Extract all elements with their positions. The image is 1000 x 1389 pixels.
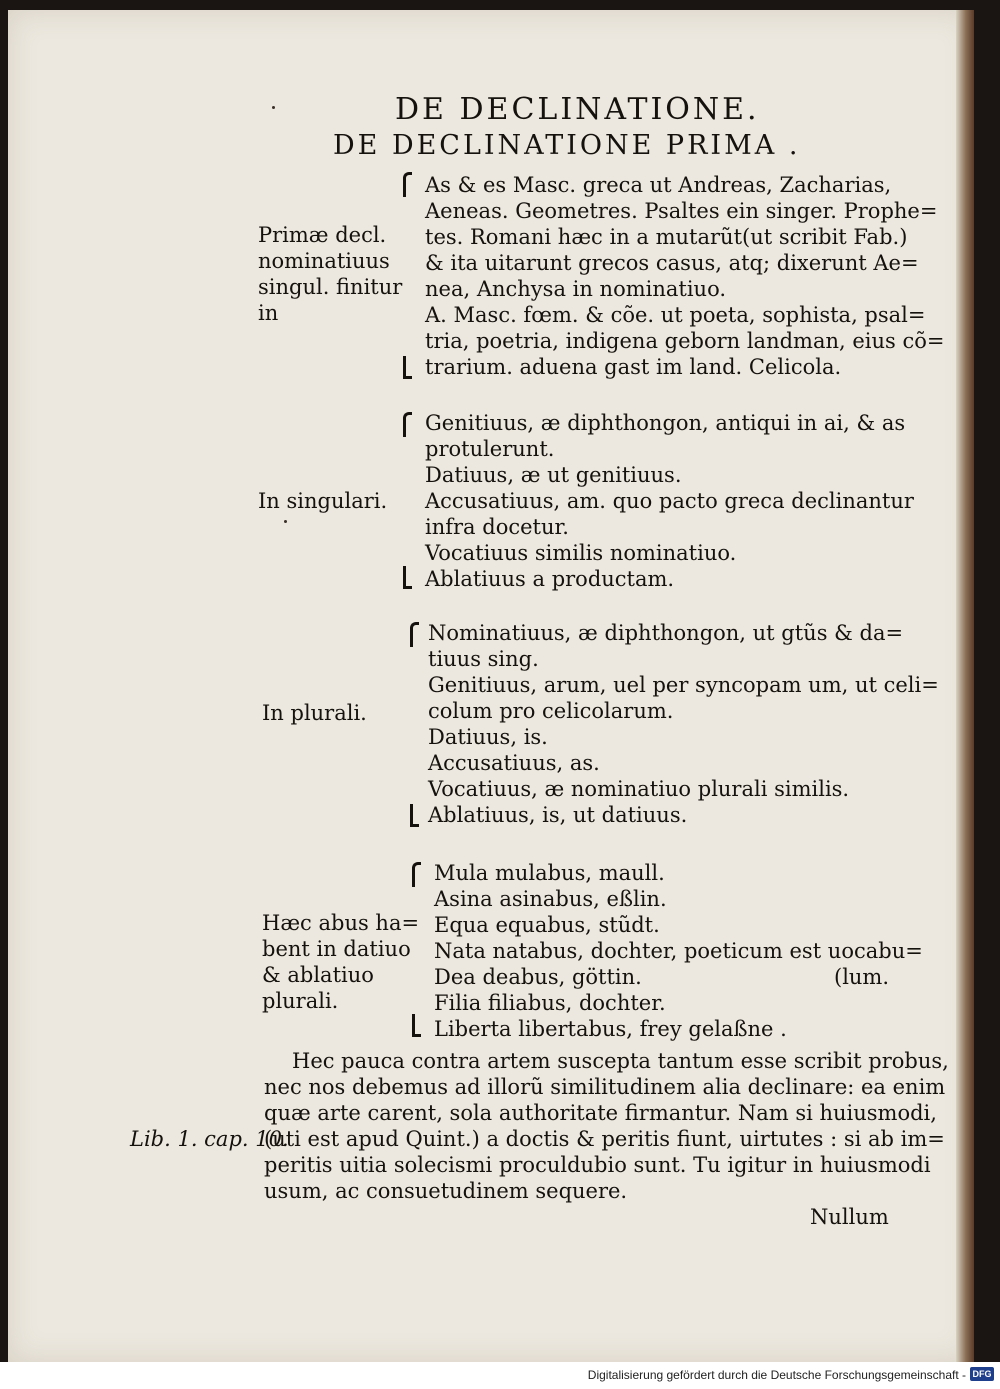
section-title: DE DECLINATIONE PRIMA .: [333, 130, 801, 161]
brace-open: [412, 862, 421, 887]
brace-close: [403, 356, 412, 379]
block2-line: Ablatiuus a productam.: [425, 567, 675, 591]
block2-line: Genitiuus, æ diphthongon, antiqui in ai, & as: [425, 411, 906, 435]
paragraph-line: quæ arte carent, sola authoritate firmantur. Nam si huiusmodi,: [264, 1101, 937, 1125]
block1-line: As & es Masc. greca ut Andreas, Zacharias,: [425, 173, 892, 197]
block4-label-line: & ablatiuo: [262, 963, 374, 987]
paragraph-line: (uti est apud Quint.) a doctis & peritis fiunt, uirtutes : si ab im=: [264, 1127, 945, 1151]
brace-open: [403, 412, 412, 437]
block3-line: tiuus sing.: [428, 647, 539, 671]
ink-speck: [272, 106, 275, 109]
block1-line: nea, Anchysa in nominatiuo.: [425, 277, 727, 301]
footer-credit: Digitalisierung gefördert durch die Deutsche Forschungsgemeinschaft -: [587, 1368, 966, 1382]
block1-label-line: Primæ decl.: [258, 223, 387, 247]
block1-line: & ita uitarunt grecos casus, atq; dixerunt Ae=: [425, 251, 919, 275]
block1-line: tes. Romani hæc in a mutarũt(ut scribit Fab.): [425, 225, 908, 249]
brace-close: [403, 566, 412, 589]
block1-line: Aeneas. Geometres. Psaltes ein singer. Prophe=: [425, 199, 938, 223]
block2-line: infra docetur.: [425, 515, 569, 539]
brace-close: [412, 1014, 421, 1037]
block3-line: Genitiuus, arum, uel per syncopam um, ut celi=: [428, 673, 939, 697]
block4-line: Asina asinabus, eßlin.: [434, 887, 667, 911]
block4-overflow: (lum.: [834, 965, 890, 989]
block3-line: Nominatiuus, æ diphthongon, ut gtũs & da=: [428, 621, 904, 645]
block4-line: Filia filiabus, dochter.: [434, 991, 666, 1015]
block2-line: Vocatiuus similis nominatiuo.: [425, 541, 737, 565]
block4-line: Liberta libertabus, frey gelaßne .: [434, 1017, 787, 1041]
dfg-logo: DFG: [970, 1367, 994, 1381]
block4-line: Nata natabus, dochter, poeticum est uocabu=: [434, 939, 923, 963]
block1-label-line: in: [258, 301, 279, 325]
block4-line: Dea deabus, göttin.: [434, 965, 642, 989]
block1-label-line: singul. finitur: [258, 275, 403, 299]
brace-open: [410, 622, 419, 647]
block2-label: In singulari.: [258, 489, 388, 513]
paragraph-line: Hec pauca contra artem suscepta tantum esse scribit probus,: [292, 1049, 949, 1073]
block4-label-line: Hæc abus ha=: [262, 911, 420, 935]
paragraph-line: nec nos debemus ad illorũ similitudinem alia declinare: ea enim: [264, 1075, 946, 1099]
block4-label-line: bent in datiuo: [262, 937, 411, 961]
book-spine-edge: [956, 10, 974, 1362]
block1-label-line: nominatiuus: [258, 249, 390, 273]
block3-line: Datiuus, is.: [428, 725, 548, 749]
block3-line: Ablatiuus, is, ut datiuus.: [428, 803, 688, 827]
block3-line: colum pro celicolarum.: [428, 699, 674, 723]
block2-line: Datiuus, æ ut genitiuus.: [425, 463, 682, 487]
block3-line: Vocatiuus, æ nominatiuo plurali similis.: [428, 777, 850, 801]
block4-line: Mula mulabus, maull.: [434, 861, 665, 885]
block1-line: A. Masc. fœm. & cõe. ut poeta, sophista, psal=: [425, 303, 926, 327]
brace-close: [410, 804, 419, 827]
brace-open: [403, 172, 412, 197]
block3-label: In plurali.: [262, 701, 367, 725]
block4-line: Equa equabus, stũdt.: [434, 913, 660, 937]
block3-line: Accusatiuus, as.: [428, 751, 600, 775]
block1-line: trarium. aduena gast im land. Celicola.: [425, 355, 842, 379]
ink-speck: [284, 520, 287, 523]
catchword: Nullum: [810, 1205, 889, 1229]
paragraph-line: peritis uitia solecismi proculdubio sunt. Tu igitur in huiusmodi: [264, 1153, 931, 1177]
block4-label-line: plurali.: [262, 989, 339, 1013]
block1-line: tria, poetria, indigena geborn landman, eius cõ=: [425, 329, 945, 353]
block2-line: protulerunt.: [425, 437, 555, 461]
block2-line: Accusatiuus, am. quo pacto greca declinantur: [425, 489, 914, 513]
running-header: DE DECLINATIONE.: [395, 92, 760, 127]
margin-note: Lib. 1. cap. 10.: [130, 1127, 289, 1151]
paragraph-line: usum, ac consuetudinem sequere.: [264, 1179, 628, 1203]
